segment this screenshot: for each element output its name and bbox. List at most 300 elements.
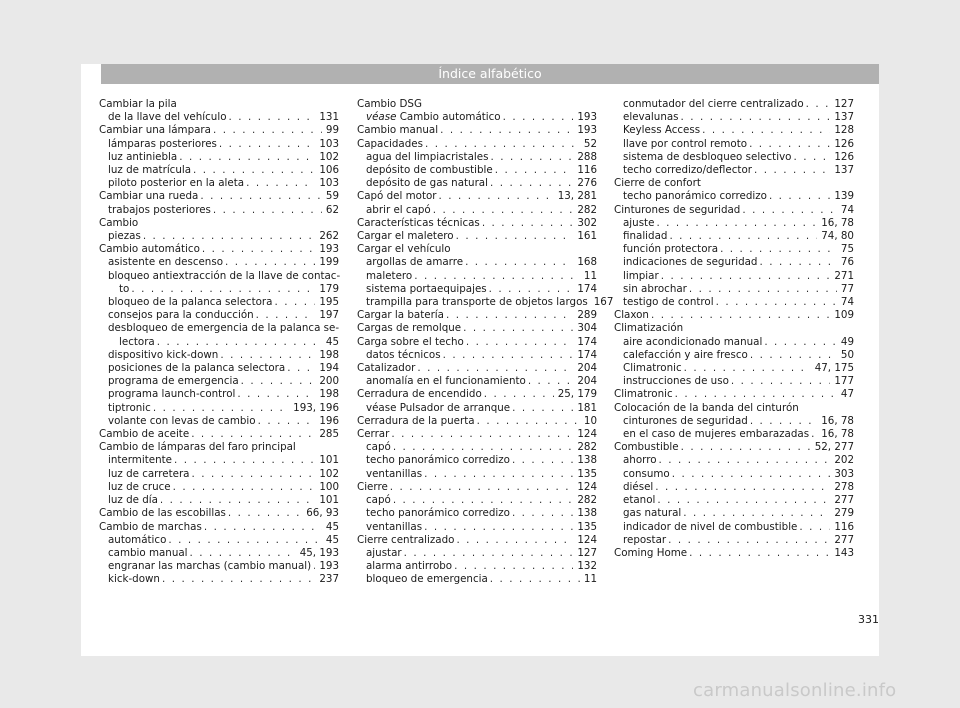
- index-entry: [614, 124, 854, 137]
- index-term-text: Capó del motor: [357, 190, 437, 203]
- index-term: [357, 534, 454, 547]
- index-page-ref: 52: [583, 137, 597, 150]
- index-page-ref: 124: [577, 428, 597, 441]
- leader-dots: [512, 454, 573, 467]
- index-page-ref: 77: [840, 282, 854, 295]
- index-page-ref: 204: [577, 375, 597, 388]
- index-entry: [614, 428, 854, 441]
- index-term: [366, 177, 488, 190]
- index-term-text: cambio manual: [108, 546, 188, 559]
- index-page-ref: 303: [834, 467, 854, 480]
- index-entry: [99, 256, 339, 269]
- index-page-ref: 196: [319, 414, 339, 427]
- index-term: [99, 428, 189, 441]
- index-term-text: sin abrochar: [623, 282, 687, 295]
- index-entry: [357, 547, 597, 560]
- index-term-text: ventanillas: [366, 467, 423, 480]
- index-term: [108, 349, 218, 362]
- index-term: [119, 283, 129, 296]
- index-term: [614, 441, 679, 454]
- index-page-ref: 167: [593, 296, 614, 309]
- index-term-text: lámparas posteriores: [108, 137, 217, 150]
- index-entry: [99, 111, 339, 124]
- index-entry: [357, 243, 597, 256]
- index-page-ref: 99: [325, 124, 339, 137]
- index-term-text: techo panorámico corredizo: [366, 507, 510, 520]
- index-term: [623, 111, 679, 124]
- index-entry: [99, 428, 339, 441]
- index-entry: [357, 494, 597, 507]
- index-term: [623, 217, 654, 230]
- index-entry: [357, 402, 597, 415]
- index-term: [614, 309, 649, 322]
- index-page-ref: 135: [577, 520, 597, 533]
- index-term-text: Cargar la batería: [357, 309, 444, 322]
- index-term: [108, 138, 217, 151]
- leader-dots: [811, 428, 817, 441]
- index-column-1: [99, 98, 339, 587]
- index-page-ref: 116: [834, 520, 854, 533]
- index-term-text: en el caso de mujeres embarazadas: [623, 428, 810, 441]
- index-page-ref: 289: [577, 309, 597, 322]
- leader-dots: [202, 243, 315, 256]
- index-page-ref: 11: [583, 573, 597, 586]
- leader-dots: [190, 547, 296, 560]
- index-term-text: gas natural: [623, 507, 682, 520]
- index-page-ref: 62: [325, 203, 339, 216]
- index-term: [366, 296, 588, 309]
- index-term-text: Cambio automático: [99, 243, 200, 256]
- index-entry: [357, 336, 597, 349]
- index-term: [357, 481, 388, 494]
- leader-dots: [393, 441, 574, 454]
- index-page-ref: 128: [834, 124, 854, 137]
- leader-dots: [528, 375, 574, 388]
- index-term: [623, 521, 797, 534]
- index-entry: [357, 454, 597, 467]
- index-entry: [357, 138, 597, 151]
- index-page-ref: 10: [583, 414, 597, 427]
- index-entry: [357, 190, 597, 203]
- index-term: [108, 362, 285, 375]
- index-term: [357, 322, 461, 335]
- index-page-ref: 47, 175: [814, 362, 854, 375]
- index-page-ref: 199: [319, 256, 339, 269]
- index-term: [99, 124, 211, 137]
- index-page-ref: 100: [319, 480, 339, 493]
- index-term: [357, 428, 389, 441]
- leader-dots: [213, 124, 322, 137]
- index-entry: [614, 441, 854, 454]
- leader-dots: [754, 164, 830, 177]
- index-term-text: Cambio de aceite: [99, 428, 190, 441]
- index-page-ref: 47: [840, 388, 854, 401]
- index-term: [108, 164, 191, 177]
- index-page-ref: 282: [577, 203, 597, 216]
- leader-dots: [439, 190, 554, 203]
- index-term-text: dispositivo kick-down: [108, 348, 219, 361]
- index-entry: [614, 521, 854, 534]
- leader-dots: [391, 428, 573, 441]
- index-page-ref: 132: [577, 560, 597, 573]
- index-term: [614, 322, 683, 335]
- index-term-text: Carga sobre el techo: [357, 335, 464, 348]
- index-entry: [99, 230, 339, 243]
- index-term-text: Cambio de marchas: [99, 520, 202, 533]
- index-term: [108, 230, 141, 243]
- index-term: [623, 283, 687, 296]
- index-term: [108, 177, 244, 190]
- index-term-text: techo panorámico corredizo: [623, 190, 767, 203]
- index-entry: [614, 111, 854, 124]
- index-page-ref: 174: [577, 335, 597, 348]
- index-column-2: [357, 98, 614, 587]
- index-page-ref: 101: [319, 494, 339, 507]
- index-term: [366, 468, 422, 481]
- index-page-ref: 45: [325, 533, 339, 546]
- index-page-ref: 103: [319, 177, 339, 190]
- index-entry: [99, 349, 339, 362]
- leader-dots: [433, 204, 574, 217]
- index-entry: [357, 98, 597, 111]
- index-entry: [99, 441, 339, 454]
- index-term: [623, 138, 747, 151]
- index-term-text: Cinturones de seguridad: [614, 203, 741, 216]
- index-term: [623, 296, 714, 309]
- index-term-text: Características técnicas: [357, 216, 480, 229]
- index-page-ref: 75: [840, 243, 854, 256]
- index-term-text: luz antiniebla: [108, 150, 178, 163]
- index-term-text: Cerradura de encendido: [357, 388, 482, 401]
- index-term-text: to: [119, 282, 130, 295]
- leader-dots: [689, 283, 837, 296]
- index-page-ref: 131: [319, 111, 339, 124]
- index-page-ref: 74: [840, 203, 854, 216]
- index-term-text: luz de matrícula: [108, 164, 192, 177]
- index-term-text: Cambio DSG: [357, 98, 422, 110]
- index-entry: [357, 521, 597, 534]
- index-term-text: trabajos posteriores: [108, 203, 211, 216]
- index-term: [614, 402, 799, 415]
- leader-dots: [661, 270, 831, 283]
- index-page-ref: 271: [834, 269, 854, 282]
- index-term-text: capó: [366, 441, 391, 454]
- leader-dots: [454, 560, 573, 573]
- index-entry: [99, 534, 339, 547]
- leader-dots: [131, 283, 315, 296]
- index-page-ref: 52, 277: [814, 441, 854, 454]
- leader-dots: [443, 349, 574, 362]
- index-page-ref: 282: [577, 494, 597, 507]
- index-term: [357, 98, 422, 111]
- index-term: [366, 349, 441, 362]
- index-page-ref: 102: [319, 467, 339, 480]
- index-entry: [99, 547, 339, 560]
- index-term-text: conmutador del cierre centralizado: [623, 98, 804, 110]
- leader-dots: [393, 494, 574, 507]
- index-page-ref: 50: [840, 348, 854, 361]
- index-entry: [614, 415, 854, 428]
- leader-dots: [313, 560, 315, 573]
- leader-dots: [440, 124, 573, 137]
- index-page-ref: 282: [577, 441, 597, 454]
- index-page-ref: 74, 80: [821, 230, 854, 243]
- index-page-ref: 137: [834, 164, 854, 177]
- index-page-ref: 102: [319, 150, 339, 163]
- index-term-text: tiptronic: [108, 401, 151, 414]
- index-term-text: véase Pulsador de arranque: [366, 401, 511, 414]
- index-entry: [357, 296, 614, 309]
- index-entry: [357, 481, 597, 494]
- index-term-text: sistema de desbloqueo selectivo: [623, 150, 792, 163]
- index-term-text: Cambio manual: [357, 124, 439, 137]
- index-entry: [99, 322, 339, 335]
- index-entry: [99, 521, 339, 534]
- index-entry: [614, 98, 854, 111]
- index-term-text: ajuste: [623, 216, 655, 229]
- leader-dots: [213, 204, 322, 217]
- leader-dots: [749, 138, 830, 151]
- index-entry: [99, 309, 339, 322]
- index-term: [623, 349, 748, 362]
- index-term: [99, 243, 200, 256]
- index-page-ref: 116: [577, 164, 597, 177]
- leader-dots: [769, 190, 830, 203]
- index-entry: [99, 164, 339, 177]
- index-entry: [357, 177, 597, 190]
- index-entry: [614, 507, 854, 520]
- leader-dots: [417, 362, 573, 375]
- leader-dots: [512, 507, 573, 520]
- index-term-text: Claxon: [614, 309, 649, 322]
- leader-dots: [799, 521, 830, 534]
- index-term-text: Cierre centralizado: [357, 533, 455, 546]
- leader-dots: [681, 441, 811, 454]
- index-term-text: Cierre: [357, 480, 388, 493]
- index-entry: [614, 177, 854, 190]
- index-entry: [357, 217, 597, 230]
- index-term-text: ventanillas: [366, 520, 423, 533]
- leader-dots: [731, 375, 830, 388]
- index-term-text: Cambiar una lámpara: [99, 124, 211, 137]
- index-term-text: programa launch-control: [108, 388, 236, 401]
- leader-dots: [466, 336, 574, 349]
- index-term-text: de la llave del vehículo: [108, 111, 227, 124]
- leader-dots: [684, 362, 811, 375]
- index-page-ref: 193: [319, 243, 339, 256]
- index-term: [99, 441, 296, 454]
- index-term: [108, 151, 177, 164]
- index-entry: [614, 256, 854, 269]
- leader-dots: [482, 217, 574, 230]
- index-page-ref: 198: [319, 388, 339, 401]
- index-entry: [99, 336, 339, 349]
- leader-dots: [153, 402, 289, 415]
- leader-dots: [465, 256, 573, 269]
- index-term: [108, 322, 339, 335]
- index-term-text: bloqueo de la palanca selectora: [108, 296, 273, 309]
- leader-dots: [174, 454, 315, 467]
- index-term-text: argollas de amarre: [366, 256, 464, 269]
- leader-dots: [168, 534, 322, 547]
- index-term-text: luz de día: [108, 494, 158, 507]
- index-entry: [357, 560, 597, 573]
- index-entry: [357, 151, 597, 164]
- index-term: [366, 375, 526, 388]
- leader-dots: [225, 256, 315, 269]
- leader-dots: [425, 138, 580, 151]
- leader-dots: [669, 230, 817, 243]
- index-term-text: bloqueo antiextracción de la llave de contac-: [108, 269, 341, 282]
- index-entry: [357, 375, 597, 388]
- index-entry: [99, 560, 339, 573]
- index-entry: [614, 296, 854, 309]
- leader-dots: [173, 481, 316, 494]
- index-term: [357, 230, 454, 243]
- index-term: [623, 481, 653, 494]
- index-term-text: techo corredizo/deflector: [623, 164, 752, 177]
- index-entry: [99, 388, 339, 401]
- leader-dots: [689, 547, 830, 560]
- index-page-ref: 124: [577, 533, 597, 546]
- index-term-text: datos técnicos: [366, 348, 441, 361]
- index-entry: [357, 507, 597, 520]
- index-term-text: instrucciones de uso: [623, 375, 729, 388]
- leader-dots: [490, 177, 573, 190]
- index-entry: [614, 402, 854, 415]
- index-term-text: volante con levas de cambio: [108, 414, 256, 427]
- index-entry: [99, 468, 339, 481]
- index-term-text: ajustar: [366, 546, 402, 559]
- index-term-text: engranar las marchas (cambio manual): [108, 560, 312, 573]
- index-page-ref: 66, 93: [306, 507, 339, 520]
- index-term: [119, 336, 155, 349]
- index-term: [623, 454, 657, 467]
- index-term: [108, 534, 166, 547]
- leader-dots: [193, 164, 315, 177]
- index-entry: [614, 204, 854, 217]
- index-term: [366, 573, 488, 586]
- index-entry: [357, 428, 597, 441]
- index-page-ref: 302: [577, 216, 597, 229]
- index-term: [623, 124, 700, 137]
- index-page-ref: 168: [577, 256, 597, 269]
- index-term-text: bloqueo de emergencia: [366, 573, 488, 586]
- index-term: [108, 468, 190, 481]
- leader-dots: [424, 468, 573, 481]
- index-term-text: Colocación de la banda del cinturón: [614, 401, 799, 414]
- index-term-text: Capacidades: [357, 137, 423, 150]
- index-term: [357, 243, 451, 256]
- index-entry: [99, 494, 339, 507]
- leader-dots: [256, 309, 316, 322]
- index-page-ref: 278: [834, 480, 854, 493]
- index-entry: [357, 322, 597, 335]
- index-term-text: función protectora: [623, 243, 719, 256]
- index-term-text: piloto posterior en la aleta: [108, 177, 245, 190]
- index-page-ref: 143: [834, 546, 854, 559]
- index-term: [366, 521, 422, 534]
- index-page-ref: 11: [583, 269, 597, 282]
- index-entry: [357, 362, 597, 375]
- index-entry: [357, 270, 597, 283]
- index-term-text: consejos para la conducción: [108, 309, 254, 322]
- index-term: [623, 256, 757, 269]
- leader-dots: [490, 151, 573, 164]
- index-page-ref: 45: [325, 520, 339, 533]
- index-page-ref: 16, 78: [821, 428, 854, 441]
- leader-dots: [512, 402, 573, 415]
- leader-dots: [655, 481, 830, 494]
- index-page-ref: 174: [577, 348, 597, 361]
- index-term: [108, 296, 272, 309]
- index-term: [623, 375, 729, 388]
- index-term: [614, 547, 687, 560]
- index-term-text: maletero: [366, 269, 413, 282]
- index-page-ref: 16, 78: [821, 216, 854, 229]
- leader-dots: [490, 573, 580, 586]
- index-term: [366, 402, 510, 415]
- index-see-prefix: véase: [366, 111, 397, 124]
- index-entry: [357, 164, 597, 177]
- index-term: [623, 164, 752, 177]
- index-term-text: Cambio: [99, 216, 139, 229]
- index-page-ref: 204: [577, 362, 597, 375]
- index-term-text: Coming Home: [614, 546, 688, 559]
- index-term: [366, 164, 493, 177]
- index-term-text: programa de emergencia: [108, 375, 239, 388]
- leader-dots: [657, 494, 830, 507]
- page-header: Índice alfabético: [101, 64, 879, 84]
- leader-dots: [793, 151, 830, 164]
- index-entry: [99, 402, 339, 415]
- leader-dots: [219, 138, 315, 151]
- index-entry: [614, 138, 854, 151]
- index-term: [623, 98, 804, 111]
- index-page-ref: 126: [834, 150, 854, 163]
- index-page-ref: 103: [319, 137, 339, 150]
- index-page-ref: 174: [577, 282, 597, 295]
- leader-dots: [160, 494, 315, 507]
- index-term: [623, 190, 767, 203]
- index-entry: [357, 309, 597, 322]
- leader-dots: [750, 349, 837, 362]
- index-term-text: kick-down: [108, 573, 160, 586]
- index-page-ref: 193, 196: [293, 401, 339, 414]
- index-term-text: repostar: [623, 533, 667, 546]
- index-term: [108, 560, 311, 573]
- index-page-ref: 193: [577, 111, 597, 124]
- index-term: [108, 547, 188, 560]
- index-term: [108, 309, 254, 322]
- index-term: [99, 190, 198, 203]
- index-page-ref: 16, 78: [821, 414, 854, 427]
- index-page-ref: 76: [840, 256, 854, 269]
- index-page-ref: 195: [319, 296, 339, 309]
- index-page-ref: 177: [834, 375, 854, 388]
- index-entry: [614, 349, 854, 362]
- index-term-text: diésel: [623, 480, 654, 493]
- page-number: 331: [858, 613, 879, 626]
- index-term-text: Cargar el vehículo: [357, 243, 451, 256]
- index-page-ref: 277: [834, 533, 854, 546]
- index-term-text: Cambiar una rueda: [99, 190, 199, 203]
- index-term: [108, 375, 239, 388]
- index-entry: [614, 481, 854, 494]
- index-entry: [357, 111, 597, 124]
- index-term-text: asistente en descenso: [108, 256, 224, 269]
- index-entry: [614, 283, 854, 296]
